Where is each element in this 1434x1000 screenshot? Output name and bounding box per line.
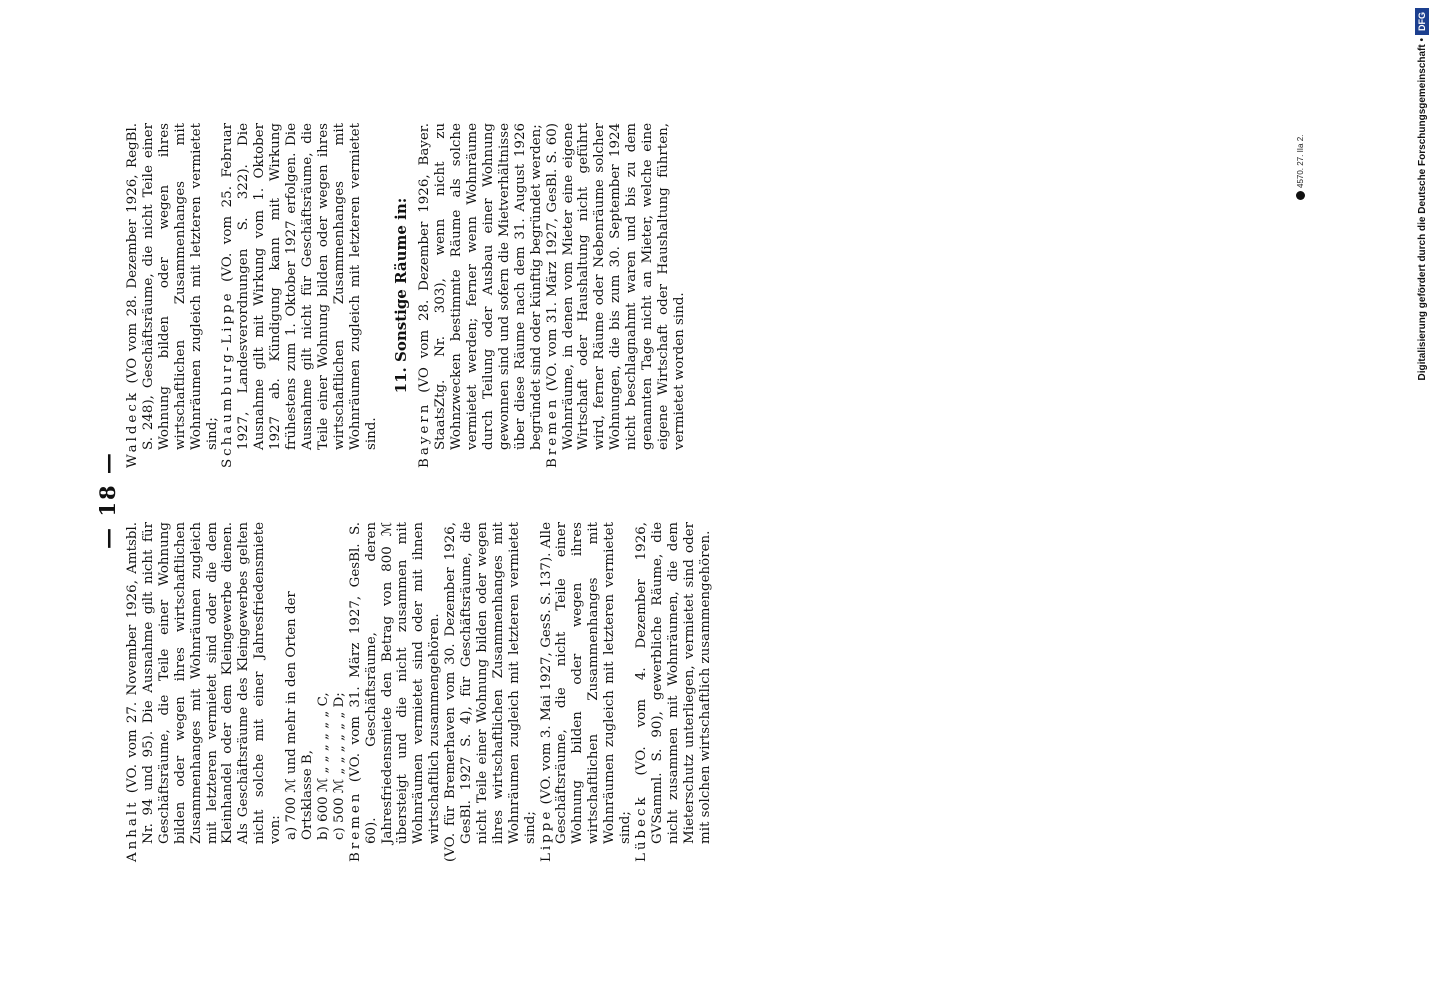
- entry-text: (VO. vom 4. Dezember 1926, GVSamml. S. 90), gewerbliche Räume, die nicht zusammen mit Wohnräumen, die dem Mieterschutz unterliegen, vermietet sind oder mit solchen wirtschaftlich zusammengehören.: [634, 522, 713, 844]
- rent-threshold-b: b) 600 ℳ „ „ „ „ „ „ C,: [315, 692, 331, 840]
- archive-stamp: [1292, 110, 1308, 200]
- section-heading: 11. Sonstige Räume in:: [391, 197, 410, 394]
- entry-text: (VO. vom 31. März 1927, GesBl. S. 60). Geschäftsräume, deren Jahresfriedensmiete den Betrag von 800 ℳ übersteigt und die nicht zusammen mit Wohnräumen vermietet sind oder mit ihnen wirtschaftlich zusammengehören.: [347, 521, 443, 844]
- entry-text: (VO vom 28. Dezember 1926, RegBl. S. 248), Geschäftsräume, die nicht Teile einer Wohnung bilden oder wegen ihres wirtschaftlichen Zusammenhanges mit Wohnräumen zugleich mit letzteren vermietet sind;: [125, 123, 220, 450]
- entry-text: (VO. vom 3. Mai 1927, GesS. S. 137). Alle Geschäftsräume, die nicht Teile einer Wohnung bilden oder wegen ihres wirtschaftlichen Zusammenhanges mit Wohnräumen zugleich mit letzteren vermietet sind;: [538, 522, 634, 844]
- place-name: Schaumburg-Lippe: [220, 290, 236, 468]
- entry-schaumburg-lippe: [220, 123, 379, 468]
- credit-text: Digitalisierung gefördert durch die Deutsche Forschungsgemeinschaft •: [1416, 38, 1428, 381]
- stamp-text: 4570. 27. IIa 2.: [1295, 134, 1305, 188]
- place-name: Anhalt: [125, 799, 140, 862]
- entry-waldeck: [125, 123, 220, 468]
- rent-threshold-c: c) 500 ℳ „ „ „ „ „ „ D;: [331, 692, 347, 840]
- right-text-column: [125, 123, 688, 468]
- stamp-dot-icon: [1296, 191, 1305, 200]
- entry-text: (VO. vom 27. November 1926, Amtsbl. Nr. 94 und 95). Die Ausnahme gilt nicht für Geschäftsräume, die Teile einer Wohnung bilden oder wegen ihres wirtschaftlichen Zusammenhanges mit Wohnräumen zugleich mit letzteren vermietet sind oder die dem Kleinhandel oder dem Kleingewerbe dienen. Als Geschäftsräume des Kleingewerbes gelten nicht solche mit einer Jahresfriedensmiete von:: [125, 522, 284, 844]
- place-name: Bremen: [347, 790, 363, 862]
- place-name: Lippe: [538, 808, 554, 862]
- page-number-header: — 18 —: [95, 451, 120, 549]
- entry-bayern: [417, 123, 544, 468]
- entry-luebeck: [634, 522, 714, 862]
- entry-text: (VO. vom 31. März 1927, GesBl. S. 60) Wohnräume, in denen vom Mieter eine eigene Wirtschaft oder Haushaltung nicht geführt wird, ferner Räume oder Nebenräume solcher Wohnungen, die bis zum 30. September 1924 nicht beschlagnahmt waren und bis zu dem genannten Tage nicht an Mieter, welche eine eigene Wirtschaft oder Haushaltung führten, vermietet worden sind.: [544, 123, 687, 450]
- digitization-credit: [1414, 8, 1430, 393]
- entry-text: (VO. vom 25. Februar 1927, Landesverordnungen S. 322). Die Ausnahme gilt mit Wirkung vom 1. Oktober 1927 ab. Kündigung kann mit Wirkung frühestens zum 1. Oktober 1927 erfolgen. Die Ausnahme gilt nicht für Geschäftsräume, die Teile einer Wohnung bilden oder wegen ihres wirtschaftlichen Zusammenhanges mit Wohnräumen zugleich mit letzteren vermietet sind.: [220, 123, 379, 450]
- entry-bremen-2: [545, 123, 688, 468]
- left-text-column: [125, 522, 714, 862]
- entry-text: (VO vom 28. Dezember 1926, Bayer. StaatsZtg. Nr. 303), wenn nicht zu Wohnzwecken bestimmte Räume als solche vermietet werden; ferner wenn Wohnräume durch Teilung oder Ausbau einer Wohnung gewonnen sind und sofern die Mietverhältnisse über diese Räume nach dem 31. August 1926 begründet sind oder künftig begründet werden;: [417, 123, 544, 450]
- entry-lippe: [539, 522, 634, 862]
- rent-threshold-a: a) 700 ℳ und mehr in den Orten der Ortsklasse B,: [284, 591, 315, 840]
- entry-bremerhaven: [443, 522, 538, 862]
- place-name: Lübeck: [634, 794, 649, 862]
- place-name: Waldeck: [125, 390, 140, 468]
- entry-anhalt: [125, 522, 284, 862]
- place-name: Bremen: [544, 396, 560, 468]
- entry-bremen: [348, 522, 443, 862]
- entry-text: (VO. für Bremerhaven vom 30. Dezember 1926, GesBl. 1927 S. 4), für Geschäftsräume, die nicht Teile einer Wohnung bilden oder wegen ihres wirtschaftlichen Zusammenhanges mit Wohnräumen zugleich mit letzteren vermietet sind;: [443, 522, 538, 862]
- place-name: Bayern: [417, 401, 433, 468]
- dfg-logo-icon: DFG: [1415, 8, 1429, 35]
